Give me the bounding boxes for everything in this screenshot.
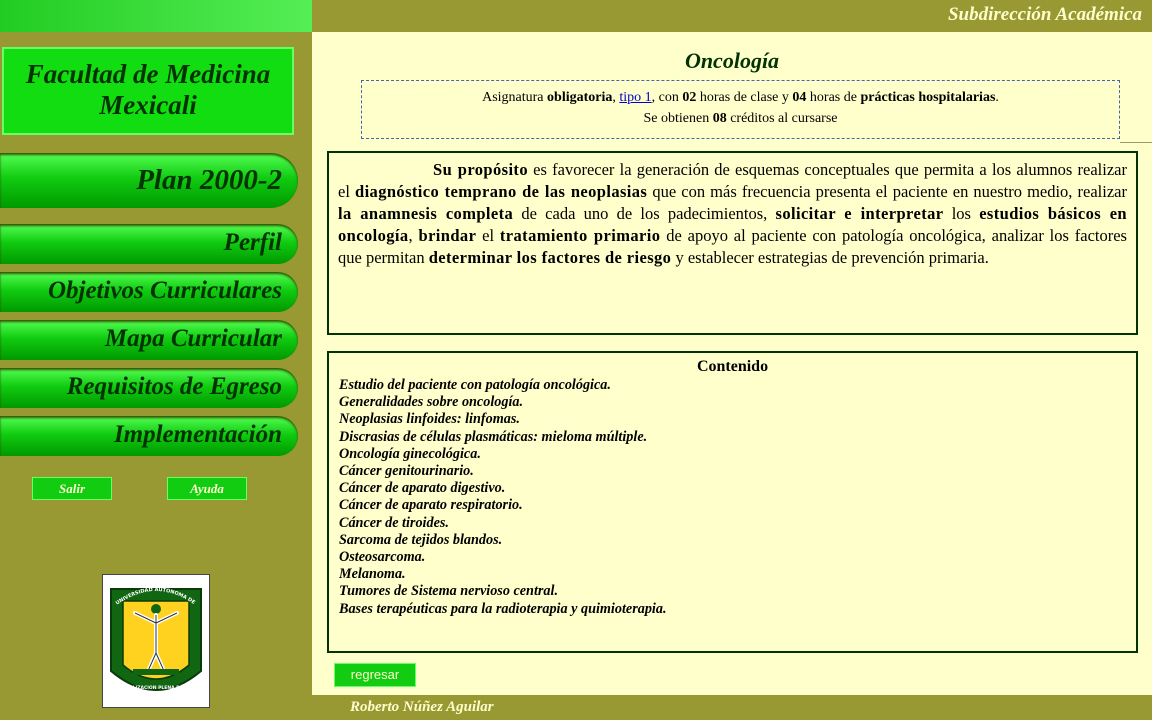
author-name: Roberto Núñez Aguilar (350, 699, 494, 715)
list-item: Cáncer de aparato digestivo. (339, 480, 506, 497)
faculty-line1: Facultad de Medicina (25, 59, 271, 89)
list-item: Bases terapéuticas para la radioterapia y quimioterapia. (339, 600, 667, 617)
logo-motto: POR LA REALIZACION PLENA DEL HOMBRE (103, 686, 209, 691)
purpose-bold-4: solicitar e interpretar (775, 204, 944, 223)
nav-mapa-button[interactable]: Mapa Curricular (0, 320, 298, 360)
purpose-text-7: de apoyo al paciente con patología oncológica, analizar los factores que permitan (338, 226, 1127, 267)
purpose-bold-1: Su propósito (433, 160, 528, 179)
nav-implementacion-button[interactable]: Implementación (0, 416, 298, 456)
purpose-bold-5: estudios básicos en oncología (338, 204, 1127, 245)
right-edge (1138, 32, 1152, 695)
purpose-text-5: , (408, 226, 419, 245)
university-logo (102, 574, 210, 708)
course-info (361, 80, 1120, 139)
list-item: Oncología ginecológica. (339, 445, 481, 462)
credits-text-b: créditos al cursarse (726, 111, 838, 126)
purpose-text-1: es favorecer la generación de esquemas conceptuales que permita a los alumnos realizar el (338, 160, 1127, 201)
purpose-text-2: que con más frecuencia presenta el paciente en nuestro medio, realizar (647, 182, 1127, 201)
nav-objetivos-button[interactable]: Objetivos Curriculares (0, 272, 298, 312)
credits-text-a: Se obtienen (643, 111, 713, 126)
purpose-bold-3: la anamnesis completa (338, 204, 514, 223)
info-text-d: , con (651, 90, 683, 105)
course-title: Oncología (684, 48, 780, 73)
back-button[interactable]: regresar (334, 663, 416, 687)
info-text-a: Asignatura (482, 90, 548, 105)
list-item: Neoplasias linfoides: linfomas. (339, 411, 520, 428)
purpose-bold-7: tratamiento primario (499, 226, 661, 245)
hospital-hours: 04 (792, 90, 807, 105)
list-item: Cáncer de aparato respiratorio. (339, 497, 523, 514)
purpose-bold-6: brindar (418, 226, 477, 245)
list-item: Estudio del paciente con patología oncológica. (339, 377, 611, 393)
course-info-line1 (362, 87, 1119, 108)
list-item: Tumores de Sistema nervioso central. (339, 583, 558, 600)
list-item: Discrasias de células plasmáticas: mieloma múltiple. (339, 428, 648, 445)
top-left-bar (0, 0, 312, 32)
info-text-b: obligatoria (547, 90, 613, 105)
faculty-title (2, 47, 294, 135)
plan-button[interactable]: Plan 2000-2 (0, 153, 298, 208)
info-text-c: , (612, 90, 620, 105)
nav-requisitos-button[interactable]: Requisitos de Egreso (0, 368, 298, 408)
credits-value: 08 (712, 111, 727, 126)
info-text-e: horas de clase y (696, 90, 793, 105)
divider (1120, 142, 1152, 143)
content-list (339, 377, 1126, 618)
help-button[interactable]: Ayuda (167, 477, 247, 500)
list-item: Cáncer genitourinario. (339, 463, 474, 480)
exit-button[interactable]: Salir (32, 477, 112, 500)
purpose-box (327, 151, 1138, 335)
purpose-bold-8: determinar los factores de riesgo (428, 248, 672, 267)
list-item: Osteosarcoma. (339, 549, 426, 566)
purpose-text-6: el (476, 226, 500, 245)
course-credits-line (362, 108, 1119, 129)
top-bar (312, 0, 1152, 32)
faculty-line2: Mexicali (99, 90, 197, 120)
purpose-text-8: y establecer estrategias de prevención primaria. (671, 248, 989, 267)
logo-arc-text: UNIVERSIDAD AUTONOMA DE (114, 586, 197, 607)
purpose-bold-2: diagnóstico temprano de las neoplasias (355, 182, 648, 201)
class-hours: 02 (682, 90, 697, 105)
info-text-f: horas de (806, 90, 861, 105)
purpose-text-4: los (943, 204, 980, 223)
university-seal-icon (103, 575, 209, 707)
list-item: Generalidades sobre oncología. (339, 394, 524, 411)
info-text-g: prácticas hospitalarias (860, 90, 996, 105)
course-type-link[interactable]: tipo 1 (619, 90, 652, 105)
content-box (327, 351, 1138, 653)
info-text-h: . (995, 90, 999, 105)
list-item: Melanoma. (339, 566, 406, 583)
content-title: Contenido (696, 358, 769, 375)
nav-perfil-button[interactable]: Perfil (0, 224, 298, 264)
purpose-text-3: de cada uno de los padecimientos, (513, 204, 776, 223)
header-title: Subdirección Académica (947, 4, 1142, 25)
list-item: Sarcoma de tejidos blandos. (339, 531, 503, 548)
list-item: Cáncer de tiroides. (339, 514, 449, 531)
